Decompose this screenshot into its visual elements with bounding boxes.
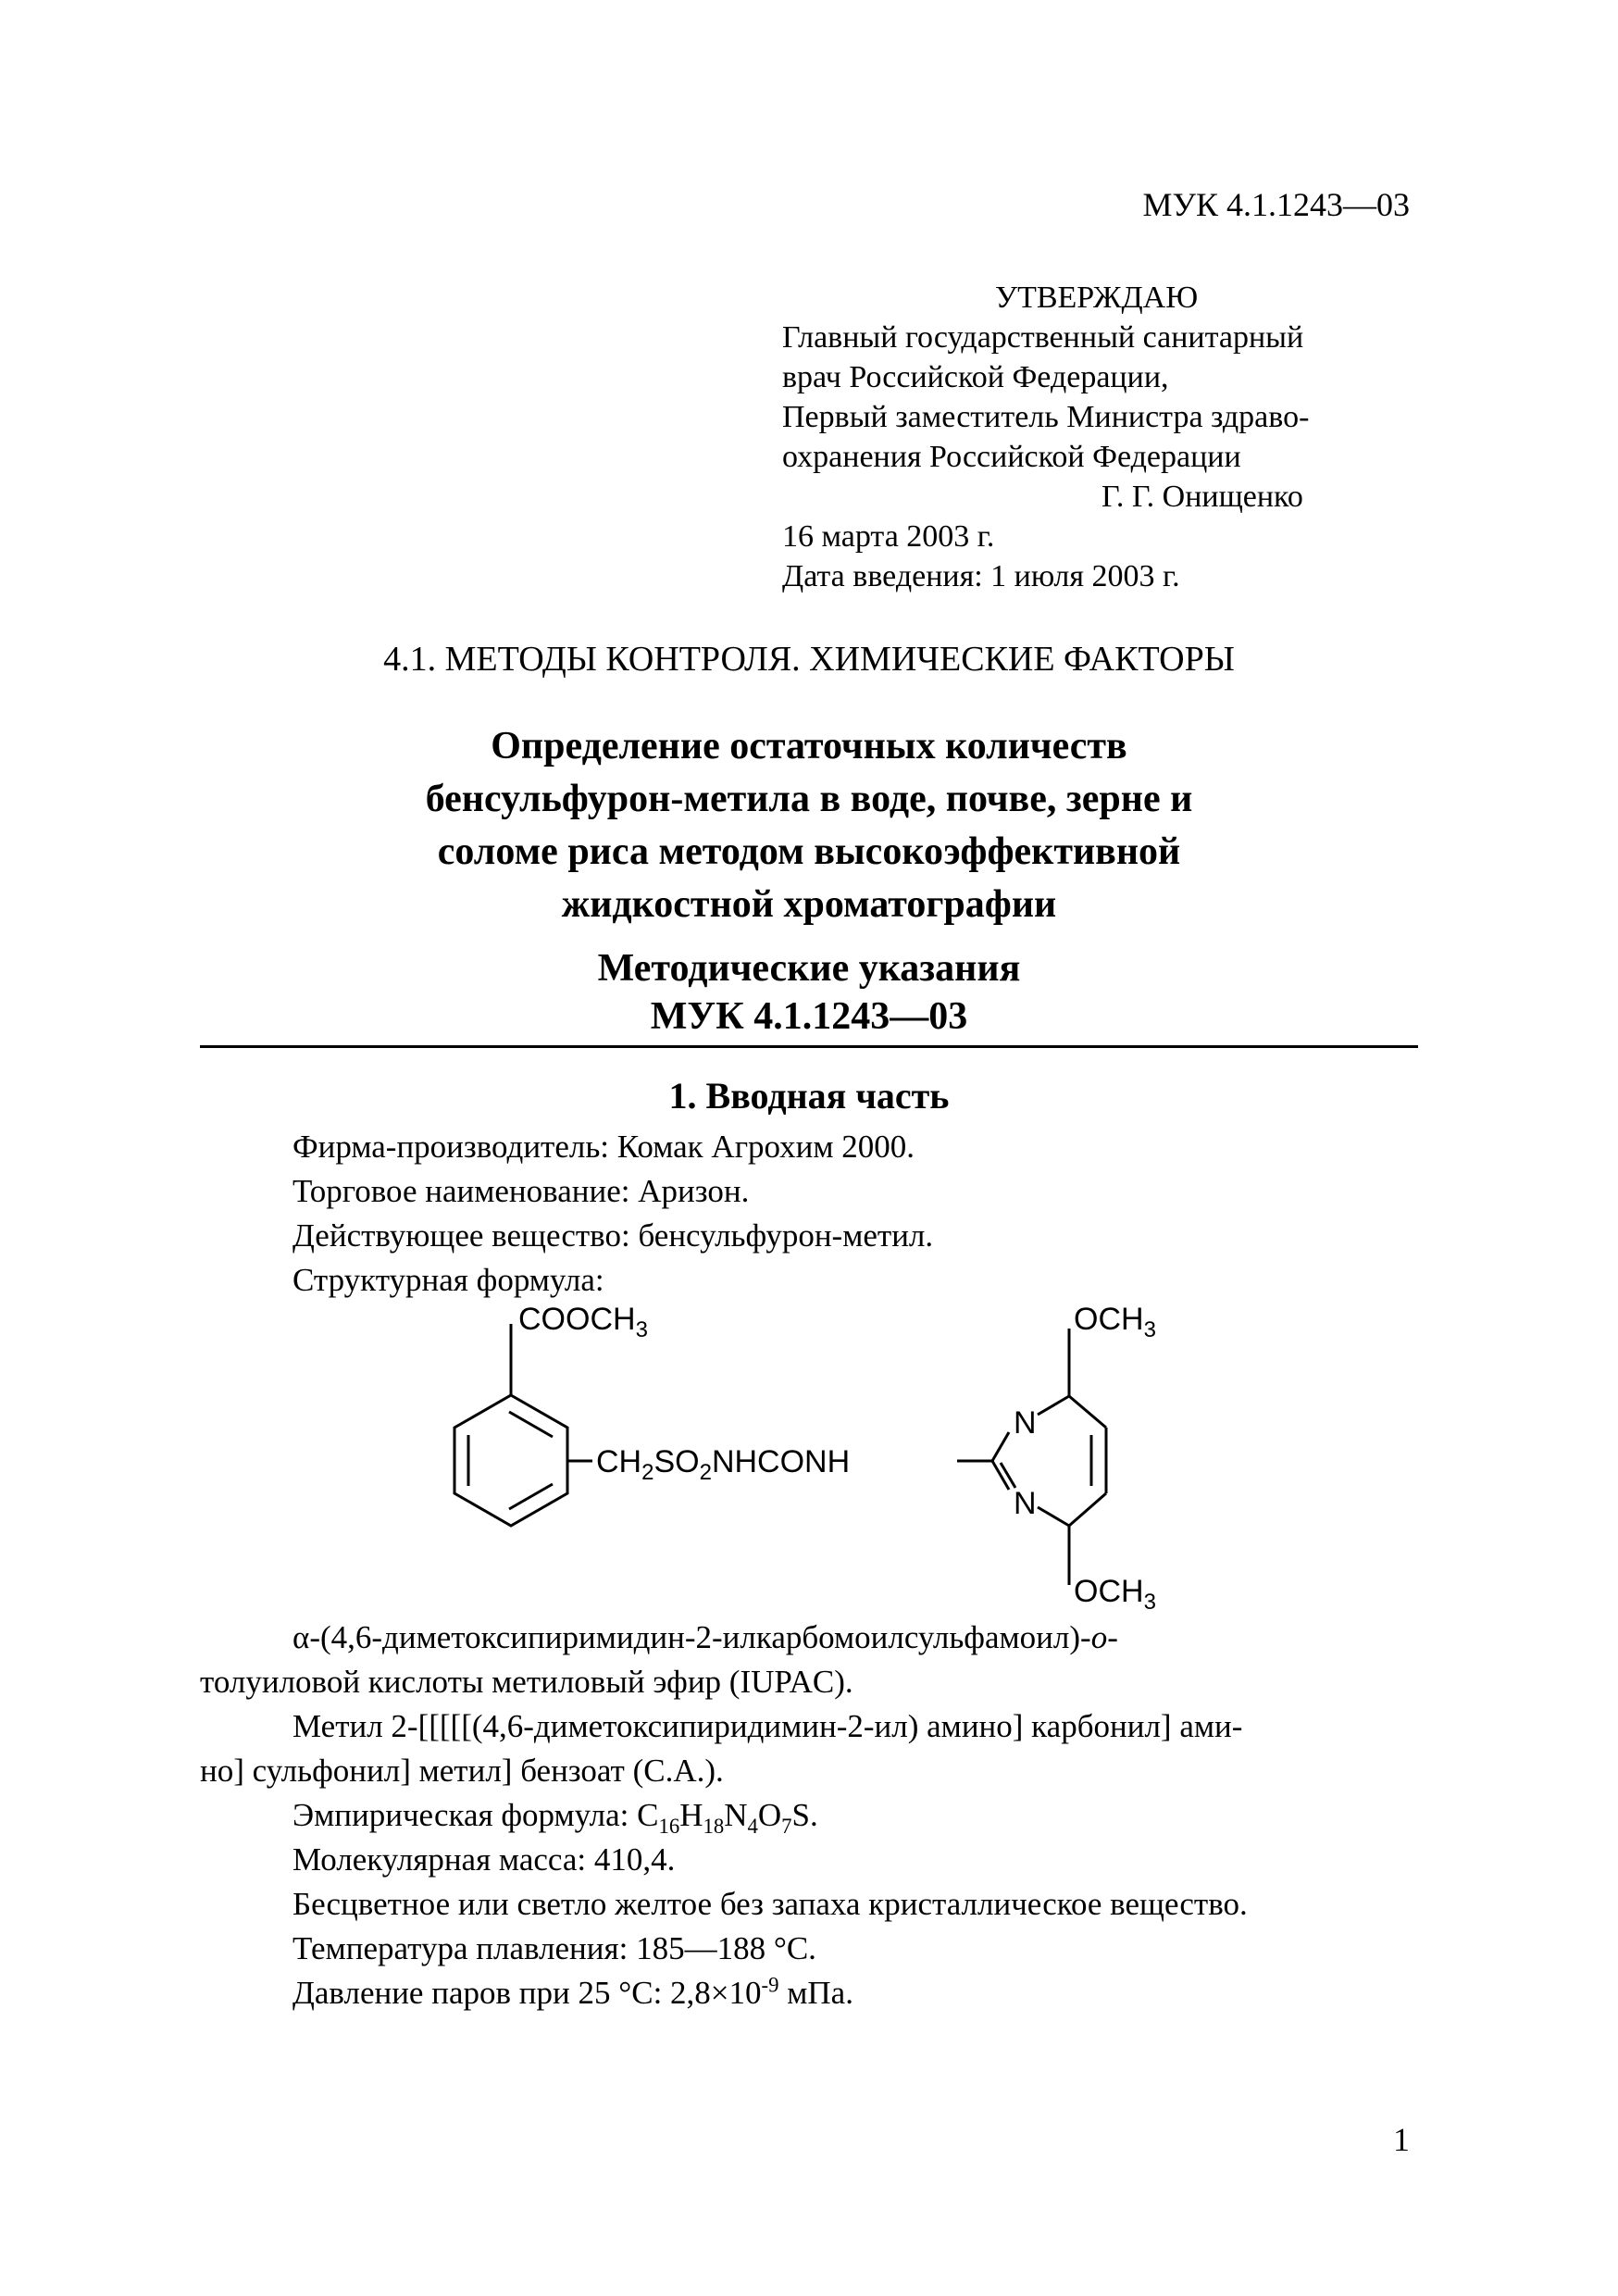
document-code: МУК 4.1.1243—03 bbox=[1142, 186, 1410, 223]
trade-name: Торговое наименование: Аризон. bbox=[292, 1173, 750, 1209]
approval-line: врач Российской Федерации, bbox=[782, 360, 1169, 394]
pyrimidine-ring bbox=[992, 1329, 1106, 1585]
title-line: бенсульфурон-метила в воде, почве, зерне и bbox=[425, 778, 1193, 820]
approval-signer: Г. Г. Онищенко bbox=[1101, 480, 1303, 514]
manufacturer: Фирма-производитель: Комак Агрохим 2000. bbox=[292, 1129, 915, 1165]
document-subtitle bbox=[0, 944, 1618, 1041]
title-line: соломе риса методом высокоэффективной bbox=[437, 830, 1181, 873]
introduction-date: Дата введения: 1 июля 2003 г. bbox=[782, 559, 1180, 593]
appearance: Бесцветное или светло желтое без запаха кристаллическое вещество. bbox=[292, 1886, 1248, 1922]
iupac-name-cont: толуиловой кислоты метиловый эфир (IUPAC). bbox=[200, 1664, 853, 1700]
intro-heading: 1. Вводная часть bbox=[668, 1075, 950, 1117]
document-title bbox=[0, 720, 1618, 931]
approval-date: 16 марта 2003 г. bbox=[782, 519, 995, 554]
approval-line: охранения Российской Федерации bbox=[782, 440, 1241, 474]
section-heading: 4.1. МЕТОДЫ КОНТРОЛЯ. ХИМИЧЕСКИЕ ФАКТОРЫ bbox=[383, 640, 1235, 679]
melting-point: Температура плавления: 185—188 °С. bbox=[292, 1930, 816, 1966]
iupac-name: α-(4,6-диметоксипиримидин-2-илкарбомоилсульфамоил)-о- bbox=[292, 1619, 1118, 1655]
ester-group-label: $COOCH_3$ bbox=[518, 1302, 648, 1342]
intro-facts bbox=[200, 1125, 933, 1303]
ca-name-cont: но] сульфонил] метил] бензоат (С.А.). bbox=[200, 1753, 724, 1789]
formula-label: Структурная формула: bbox=[292, 1262, 604, 1298]
active-substance: Действующее вещество: бенсульфурон-метил. bbox=[292, 1217, 934, 1254]
methoxy-bottom-label: $OCH_3$ bbox=[1074, 1574, 1156, 1611]
methoxy-top-label: $OCH_3$ bbox=[1074, 1302, 1156, 1342]
properties bbox=[200, 1616, 1418, 2015]
structural-formula bbox=[370, 1296, 1203, 1611]
subtitle-line: МУК 4.1.1243—03 bbox=[650, 995, 968, 1038]
benzene-ring bbox=[454, 1395, 567, 1526]
pyrimidine-nitrogen-top: N bbox=[1014, 1405, 1037, 1441]
page-number: 1 bbox=[1393, 2121, 1410, 2158]
ca-name: Метил 2-[[[[[(4,6-диметоксипиридимин-2-ил) амино] карбонил] ами- bbox=[292, 1708, 1243, 1744]
linker-chain-label: $CH_2SO_2NHCONH$ bbox=[596, 1444, 851, 1485]
empirical-formula: Эмпирическая формула: $C_{16}H_{18}N_4O_7S$. bbox=[292, 1797, 818, 1838]
vapor-pressure: Давление паров при 25 °С: $2,8\times 10^{-9}$ мПа. bbox=[292, 1973, 853, 2011]
approval-heading: УТВЕРЖДАЮ bbox=[995, 281, 1199, 315]
pyrimidine-nitrogen-bottom: N bbox=[1014, 1486, 1037, 1521]
title-line: Определение остаточных количеств bbox=[491, 725, 1127, 767]
approval-line: Главный государственный санитарный bbox=[782, 320, 1304, 355]
molecular-mass: Молекулярная масса: 410,4. bbox=[292, 1841, 676, 1878]
title-line: жидкостной хроматографии bbox=[561, 883, 1057, 926]
approval-block bbox=[782, 278, 1309, 596]
approval-line: Первый заместитель Министра здраво- bbox=[782, 400, 1310, 434]
subtitle-line: Методические указания bbox=[597, 947, 1021, 990]
horizontal-rule bbox=[200, 1045, 1418, 1048]
